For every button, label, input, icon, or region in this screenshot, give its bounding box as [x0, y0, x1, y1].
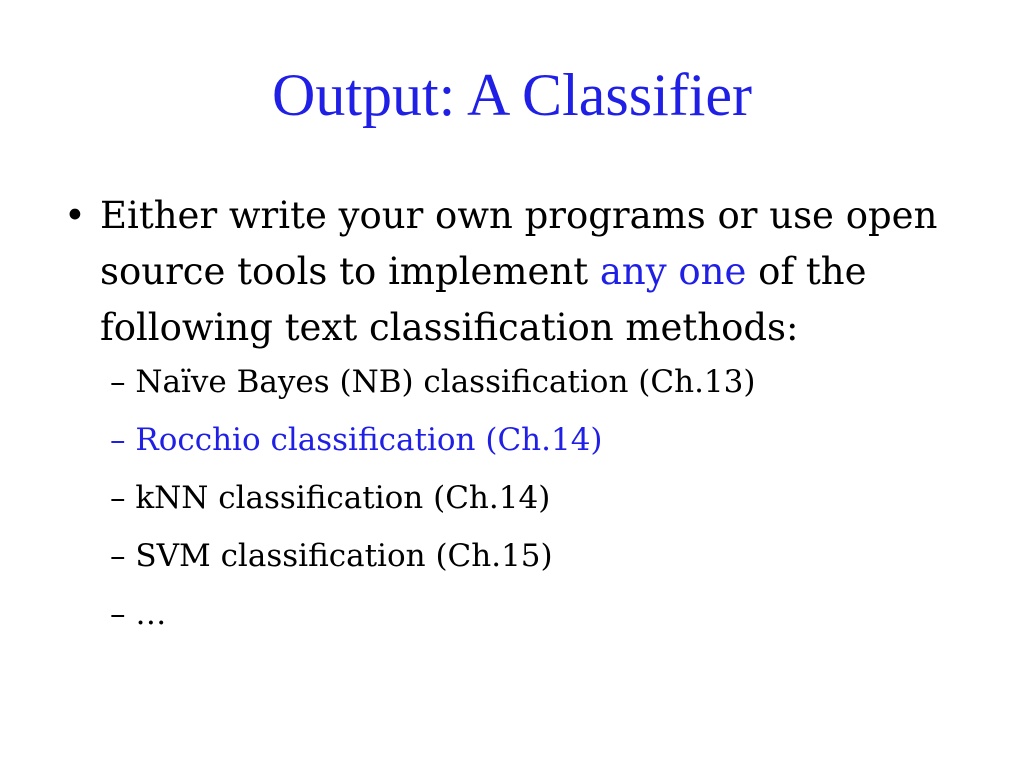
bullet-text-after: of the following text classification methods: [100, 250, 867, 349]
method-item-knn: – kNN classification (Ch.14) [110, 480, 551, 516]
method-item-ellipsis: – … [110, 596, 167, 632]
method-list [110, 353, 970, 643]
bullet-text-before: Either write your own programs or use open source tools to implement [100, 194, 938, 293]
main-bullet [64, 188, 969, 356]
bullet-marker: • [64, 194, 86, 237]
bullet-highlight: any one [599, 250, 747, 293]
bullet-text [100, 188, 969, 356]
method-item-svm: – SVM classification (Ch.15) [110, 538, 553, 574]
slide-title: Output: A Classifier [272, 62, 752, 128]
method-item-naive-bayes: – Naïve Bayes (NB) classification (Ch.13) [110, 364, 756, 400]
method-item-rocchio: – Rocchio classification (Ch.14) [110, 422, 603, 458]
